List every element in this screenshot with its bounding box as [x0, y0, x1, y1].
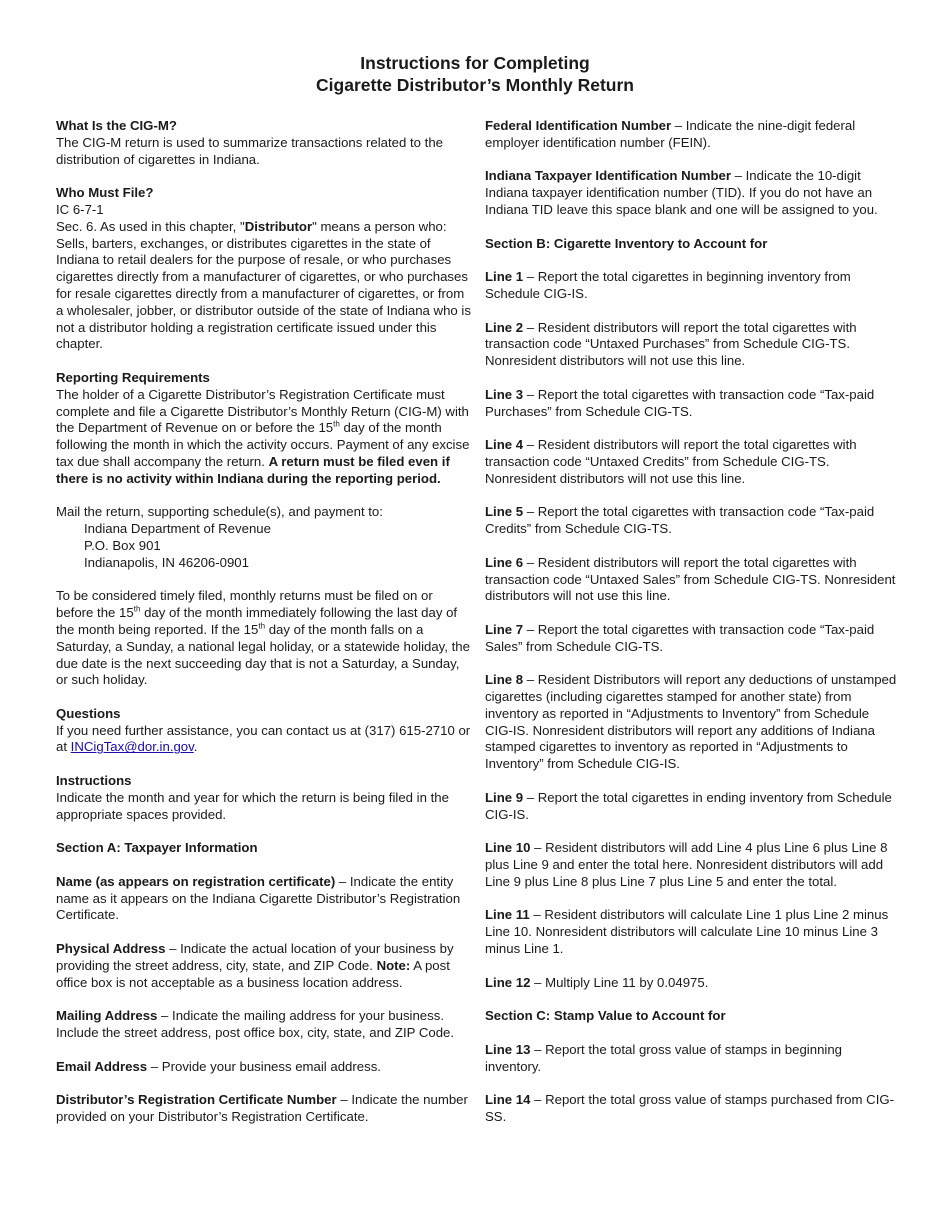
timely-sup-2: th: [258, 621, 266, 631]
questions-text-2: .: [193, 739, 198, 755]
what-heading: What Is the CIG-M?: [56, 118, 177, 133]
who-text-2: " means a person who: Sells, barters, exchanges, or distributes cigarettes in the state of Indiana to retail dealers for the purpose of resale, or who purchases cigarettes directly from a manufacturer of cigarettes, or who purchases for resale cigarettes directly from a manufacturer of cigarettes, or from a wholesaler, jobber, or distributor outside of the state of Indiana who is not a distributor holding a registration certificate issued under this chapter.: [56, 218, 471, 352]
line-entry: [485, 555, 900, 605]
line-label: Line 10: [485, 840, 531, 856]
who-section: [56, 185, 471, 353]
line-entry: [485, 269, 900, 303]
mail-intro: Mail the return, supporting schedule(s), and payment to:: [56, 504, 383, 520]
physical-text-1: – Indicate the actual location of your business by providing the street address, city, state, and ZIP Code.: [56, 941, 454, 973]
who-heading: Who Must File?: [56, 185, 154, 201]
reporting-section: [56, 370, 471, 488]
tid-entry: [485, 168, 900, 218]
email-label: Email Address: [56, 1058, 148, 1074]
line-text: – Resident distributors will report the total cigarettes with transaction code “Untaxed Purchases” from Schedule CIG-TS. Nonresident distributors will not use this line.: [485, 319, 857, 369]
line-entry: [485, 387, 900, 421]
line-text: – Report the total cigarettes with transaction code “Tax-paid Sales” from Schedule CIG-TS.: [485, 621, 875, 654]
line-entry: [485, 975, 900, 992]
line-label: Line 5: [485, 504, 524, 520]
line-label: Line 6: [485, 554, 524, 570]
mailing-text: – Indicate the mailing address for your business. Include the street address, post office box, city, state, and ZIP Code.: [56, 1008, 455, 1041]
line-entry: [485, 320, 900, 370]
timely-section: [56, 588, 471, 689]
line-entry: [485, 672, 900, 773]
line-label: Line 8: [485, 672, 524, 688]
timely-text-3: day of the month falls on a Saturday, a Sunday, a national legal holiday, or a statewide holiday, the due date is the next succeeding day that is not a Saturday, a Sunday, or such holiday.: [56, 621, 470, 688]
what-section: [56, 118, 471, 168]
who-text-1: Sec. 6. As used in this chapter, ": [56, 218, 245, 234]
line-label: Line 14: [485, 1092, 531, 1108]
physical-entry: [56, 941, 471, 991]
email-text: – Provide your business email address.: [147, 1058, 381, 1074]
line-label: Line 13: [485, 1041, 531, 1057]
name-label: Name (as appears on registration certificate): [56, 873, 336, 889]
instructions-section: [56, 773, 471, 823]
who-term: Distributor: [244, 218, 313, 234]
title-line-1: Instructions for Completing: [360, 53, 590, 73]
line-entry: [485, 437, 900, 487]
line-entry: [485, 840, 900, 890]
who-code: IC 6-7-1: [56, 201, 104, 217]
line-entry: [485, 504, 900, 538]
fein-label: Federal Identification Number: [485, 118, 672, 133]
questions-heading: Questions: [56, 705, 121, 721]
line-label: Line 2: [485, 319, 524, 335]
timely-text-1: To be considered timely filed, monthly returns must be filed on or before the 15: [56, 588, 433, 621]
line-text: – Report the total cigarettes with transaction code “Tax-paid Credits” from Schedule CIG-TS.: [485, 504, 875, 537]
line-text: – Resident distributors will add Line 4 plus Line 6 plus Line 8 plus Line 9 and enter the total here. Nonresident distributors will add Line 9 plus Line 8 plus Line 7 plus Line 5 and enter the total.: [485, 840, 888, 889]
line-label: Line 9: [485, 789, 524, 805]
line-text: – Report the total gross value of stamps purchased from CIG-SS.: [485, 1092, 895, 1125]
mail-section: [56, 504, 471, 571]
email-link[interactable]: INCigTax@dor.in.gov: [70, 739, 194, 755]
right-column: [485, 118, 900, 1143]
title-line-2: Cigarette Distributor’s Monthly Return: [316, 75, 634, 95]
section-b-heading: Section B: Cigarette Inventory to Account for: [485, 235, 768, 251]
physical-label: Physical Address: [56, 941, 166, 957]
regnum-text: – Indicate the number provided on your Distributor’s Registration Certificate.: [56, 1092, 468, 1125]
mail-line-3: Indianapolis, IN 46206-0901: [84, 554, 249, 570]
line-label: Line 4: [485, 437, 524, 453]
line-text: – Report the total cigarettes in beginning inventory from Schedule CIG-IS.: [485, 269, 851, 301]
instructions-heading: Instructions: [56, 773, 132, 789]
line-label: Line 11: [485, 907, 530, 923]
regnum-entry: [56, 1092, 471, 1126]
tid-label: Indiana Taxpayer Identification Number: [485, 168, 731, 184]
tid-text: – Indicate the 10-digit Indiana taxpayer identification number (TID). If you do not have an Indiana TID leave this space blank and one will be assigned to you.: [485, 168, 878, 217]
line-text: – Resident Distributors will report any deductions of unstamped cigarettes (including cigarettes stamped for another state) from inventory as reported in “Adjustments to Inventory” from Schedule CIG-IS. Nonresident distributors will report any additions of Indiana stamped cigarettes to inventory as reported in “Adjustments to Inventory” from Schedule CIG-IS.: [485, 672, 897, 772]
reporting-sup: th: [333, 419, 340, 429]
left-column: [56, 118, 471, 1143]
instructions-text: Indicate the month and year for which the return is being filed in the appropriate spaces provided.: [56, 789, 449, 822]
section-a-heading: Section A: Taxpayer Information: [56, 840, 258, 856]
email-entry: [56, 1059, 471, 1076]
mailing-label: Mailing Address: [56, 1008, 158, 1024]
line-text: – Resident distributors will calculate Line 1 plus Line 2 minus Line 10. Nonresident distributors will calculate Line 10 minus Line 3 minus Line 1.: [485, 907, 889, 957]
line-entry: [485, 907, 900, 957]
line-text: – Resident distributors will report the total cigarettes with transaction code “Untaxed Credits” from Schedule CIG-TS. Nonresident distributors will not use this line.: [485, 437, 857, 486]
line-text: – Report the total gross value of stamps in beginning inventory.: [485, 1041, 843, 1074]
reporting-text-2: day of the month following the month in which the activity occurs. Payment of any excise tax due shall accompany the return.: [56, 420, 470, 469]
timely-text-2: day of the month immediately following the last day of the month being reported. If the 15: [56, 605, 458, 637]
line-entry: [485, 1092, 900, 1126]
reporting-text-1: The holder of a Cigarette Distributor’s Registration Certificate must complete and file a Cigarette Distributor’s Monthly Return (CIG-M) with the Department of Revenue on or before the 15: [56, 386, 469, 436]
physical-text-2: A post office box is not acceptable as a business location address.: [56, 957, 450, 990]
mailing-entry: [56, 1008, 471, 1042]
reporting-heading: Reporting Requirements: [56, 369, 210, 385]
line-label: Line 3: [485, 386, 524, 402]
line-text: – Resident distributors will report the total cigarettes with transaction code “Untaxed Sales” from Schedule CIG-TS. Nonresident distributors will not use this line.: [485, 554, 896, 604]
reporting-bold: A return must be filed even if there is no activity within Indiana during the reporting period.: [56, 453, 450, 486]
line-label: Line 1: [485, 269, 524, 285]
line-label: Line 12: [485, 974, 531, 990]
physical-note: Note:: [376, 957, 411, 973]
section-c-heading: Section C: Stamp Value to Account for: [485, 1008, 726, 1024]
questions-section: [56, 706, 471, 756]
line-entry: [485, 790, 900, 824]
line-entry: [485, 622, 900, 656]
line-text: – Report the total cigarettes with transaction code “Tax-paid Purchases” from Schedule CIG-TS.: [485, 386, 875, 419]
fein-entry: [485, 118, 900, 152]
mail-line-2: P.O. Box 901: [84, 537, 161, 553]
line-text: – Report the total cigarettes in ending inventory from Schedule CIG-IS.: [485, 789, 892, 822]
questions-text-1: If you need further assistance, you can contact us at (317) 615-2710 or at: [56, 722, 471, 755]
line-label: Line 7: [485, 621, 524, 637]
name-text: – Indicate the entity name as it appears on the Indiana Cigarette Distributor’s Registration Certificate.: [56, 873, 461, 923]
what-text: The CIG-M return is used to summarize transactions related to the distribution of cigarettes in Indiana.: [56, 134, 443, 167]
fein-text: – Indicate the nine-digit federal employer identification number (FEIN).: [485, 118, 856, 150]
line-text: – Multiply Line 11 by 0.04975.: [530, 974, 709, 990]
line-entry: [485, 1042, 900, 1076]
mail-line-1: Indiana Department of Revenue: [84, 521, 271, 537]
name-entry: [56, 874, 471, 924]
timely-sup-1: th: [133, 604, 141, 614]
page-title: [0, 52, 950, 96]
regnum-label: Distributor’s Registration Certificate Number: [56, 1092, 337, 1108]
